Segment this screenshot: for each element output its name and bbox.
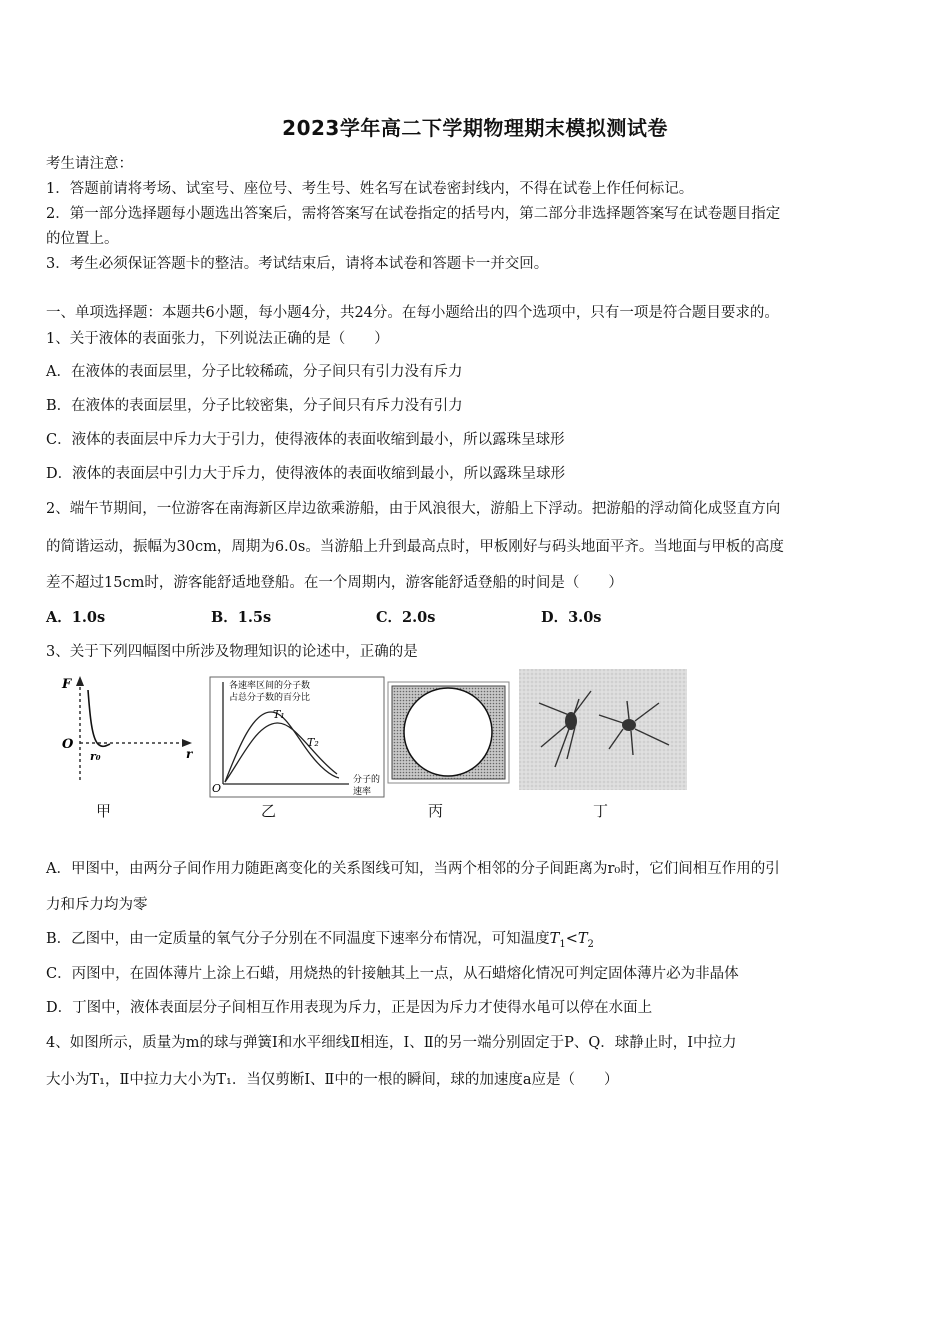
q3-option-b-lt: <	[565, 931, 578, 947]
q3-option-b-sub2: 2	[587, 938, 594, 950]
caption-ding: 丁	[593, 802, 609, 820]
q1-option-a: A．在液体的表面层里，分子比较稀疏，分子间只有引力没有斥力	[46, 364, 463, 380]
q3-option-c: C．丙图中，在固体薄片上涂上石蜡，用烧热的针接触其上一点，从石蜡熔化情况可判定固体薄片必为非晶体	[46, 966, 739, 982]
q3-option-b-t2: T	[577, 931, 588, 947]
caption-yi: 乙	[261, 802, 277, 820]
q2-line-3: 差不超过15cm时，游客能舒适地登船。在一个周期内，游客能舒适登船的时间是（ ）	[46, 575, 623, 591]
figure-bing-wax-melting	[387, 681, 511, 785]
q3-option-a-cont: 力和斥力均为零	[46, 897, 148, 913]
q3-option-a: A．甲图中，由两分子间作用力随距离变化的关系图线可知，当两个相邻的分子间距离为r₀时，它们间相互作用的引	[46, 861, 780, 877]
notice-heading: 考生请注意：	[46, 156, 133, 172]
page-title: 2023学年高二下学期物理期末模拟测试卷	[282, 116, 668, 140]
melted-wax-circle	[404, 688, 492, 776]
section-heading: 一、单项选择题：本题共6小题，每小题4分，共24分。在每小题给出的四个选项中，只有一项是符合题目要求的。	[46, 305, 779, 321]
caption-jia: 甲	[96, 802, 112, 820]
q3-option-b	[46, 927, 594, 950]
t1-label: T₁	[273, 708, 285, 721]
q2-option-d: D．3.0s	[541, 609, 602, 626]
q2-option-c: C．2.0s	[376, 609, 436, 626]
q3-option-b-t1: T	[549, 931, 560, 947]
x-label-2: 速率	[353, 787, 372, 797]
q3-option-d: D．丁图中，液体表面层分子间相互作用表现为斥力，正是因为斥力才使得水黾可以停在水面上	[46, 1000, 653, 1016]
y-label-2: 占总分子数的百分比	[229, 693, 311, 703]
figure-jia-force-graph	[58, 672, 198, 784]
q4-line-2: 大小为T₁，Ⅱ中拉力大小为T₁．当仅剪断Ⅰ、Ⅱ中的一根的瞬间，球的加速度a应是（ ）	[46, 1072, 619, 1088]
q1-option-d: D．液体的表面层中引力大于斥力，使得液体的表面收缩到最小，所以露珠呈球形	[46, 466, 566, 482]
q1-stem: 1、关于液体的表面张力，下列说法正确的是（ ）	[46, 331, 389, 347]
q4-line-1: 4、如图所示，质量为m的球与弹簧Ⅰ和水平细线Ⅱ相连，Ⅰ、Ⅱ的另一端分别固定于P、Q．球静止时，Ⅰ中拉力	[46, 1035, 737, 1051]
notice-item-1: 1．答题前请将考场、试室号、座位号、考生号、姓名写在试卷密封线内，不得在试卷上作任何标记。	[46, 181, 694, 197]
q1-option-b: B．在液体的表面层里，分子比较密集，分子间只有斥力没有引力	[46, 398, 463, 414]
y-label-1: 各速率区间的分子数	[229, 681, 311, 691]
origin-label: O	[212, 782, 222, 795]
caption-bing: 丙	[428, 802, 444, 820]
q2-option-b: B．1.5s	[211, 609, 272, 626]
y-axis-arrow	[76, 676, 84, 686]
t2-label: T₂	[307, 736, 319, 749]
x-label-1: 分子的	[353, 775, 381, 785]
q2-options	[46, 606, 706, 627]
r0-label: r₀	[90, 750, 101, 763]
y-label: F	[62, 677, 72, 692]
x-label: r	[186, 747, 193, 761]
q3-option-b-text: B．乙图中，由一定质量的氧气分子分别在不同温度下速率分布情况，可知温度	[46, 931, 550, 947]
q1-option-c: C．液体的表面层中斥力大于引力，使得液体的表面收缩到最小，所以露珠呈球形	[46, 432, 565, 448]
notice-item-2: 2．第一部分选择题每小题选出答案后，需将答案写在试卷指定的括号内，第二部分非选择题答案写在试卷题目指定	[46, 206, 781, 222]
q2-option-a: A．1.0s	[46, 609, 106, 626]
x-axis-arrow	[182, 739, 192, 747]
q3-option-b-sub1: 1	[559, 938, 566, 950]
figure-yi-speed-distribution	[209, 676, 387, 800]
figure-ding-water-striders	[519, 669, 687, 790]
notice-item-3: 3．考生必须保证答题卡的整洁。考试结束后，请将本试卷和答题卡一并交回。	[46, 256, 549, 272]
curve-t2	[225, 723, 337, 782]
origin-label: O	[62, 737, 74, 752]
q2-line-1: 2、端午节期间，一位游客在南海新区岸边欲乘游船，由于风浪很大，游船上下浮动。把游船的浮动简化成竖直方向	[46, 501, 781, 517]
q2-line-2: 的简谐运动，振幅为30cm，周期为6.0s。当游船上升到最高点时，甲板刚好与码头地面平齐。当地面与甲板的高度	[46, 539, 784, 555]
curve-t1	[225, 712, 339, 782]
q3-stem: 3、关于下列四幅图中所涉及物理知识的论述中，正确的是	[46, 644, 418, 660]
notice-item-2-cont: 的位置上。	[46, 231, 119, 247]
force-curve	[88, 690, 110, 746]
water-surface	[519, 669, 687, 790]
